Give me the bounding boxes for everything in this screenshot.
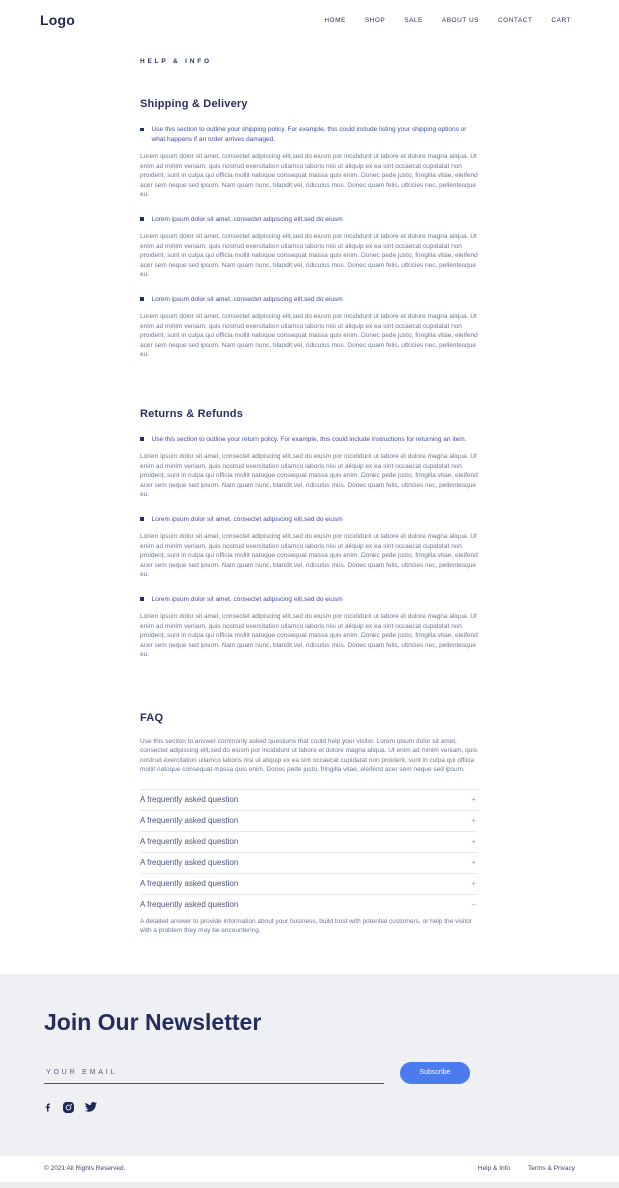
- page-eyebrow: HELP & INFO: [140, 58, 212, 65]
- social-links: [44, 1102, 575, 1113]
- footer-link-terms-privacy[interactable]: Terms & Privacy: [528, 1165, 575, 1172]
- bullet-text: Lorem ipsum dolor sit amet, consectet adipiscing elit,sed do eiusm: [151, 215, 343, 223]
- bullet-square-icon: [140, 217, 144, 221]
- faq-question-row[interactable]: [140, 831, 478, 852]
- subscribe-form: [44, 1062, 470, 1084]
- bullet-square-icon: [140, 597, 144, 601]
- nav-link-shop[interactable]: SHOP: [364, 16, 386, 24]
- bullet-item: [140, 295, 478, 305]
- site-footer: [0, 1156, 619, 1182]
- copyright-text: © 2021 All Rights Reserved.: [44, 1165, 126, 1172]
- site-header: [0, 0, 619, 40]
- faq-accordion: [140, 789, 478, 936]
- bottom-strip: [0, 1182, 619, 1188]
- instagram-icon[interactable]: [63, 1102, 74, 1113]
- facebook-icon[interactable]: [44, 1102, 52, 1113]
- policy-section: [140, 408, 478, 660]
- bullet-item: [140, 125, 478, 144]
- nav-link-contact[interactable]: CONTACT: [497, 16, 533, 24]
- site-logo[interactable]: Logo: [40, 12, 76, 28]
- newsletter-title: Join Our Newsletter: [44, 1008, 262, 1035]
- bullet-text: Lorem ipsum dolor sit amet, consectet adipiscing elit,sed do eiusm: [151, 295, 343, 303]
- bullet-item: [140, 215, 478, 225]
- main-content: [140, 58, 478, 936]
- bullet-square-icon: [140, 517, 144, 521]
- nav-link-sale[interactable]: SALE: [404, 16, 423, 24]
- subscribe-button[interactable]: Subscribe: [400, 1062, 470, 1084]
- faq-question: A frequently asked question: [140, 858, 239, 867]
- faq-intro: Use this section to answer commonly asked questions that could help your visitor. Lorem ipsum dolor sit amet, consectet adipiscing elit,sed do eiusm por incididunt ut labore et dolore magna aliqua. Ut enim ad minim veniam, quis nostrud exercitation ullamco laboris nisi ut aliquip ex ea sint occaecat cupidatat non proident, sunt in culpa qui officia mollit natoque consequat massa quis enim. Donec pede justo, fringilla vitae, eleifend acer sem neque sed ipsum.: [140, 737, 478, 773]
- collapse-icon[interactable]: –: [471, 900, 476, 909]
- newsletter-section: [0, 974, 619, 1156]
- bullet-square-icon: [140, 297, 144, 301]
- expand-icon[interactable]: +: [471, 837, 476, 846]
- nav-link-cart[interactable]: CART: [551, 16, 571, 24]
- paragraph: Lorem ipsum dolor sit amet, consectet adipiscing elit,sed do eiusm por incididunt ut labore et dolore magna aliqua. Ut enim ad minim veniam, quis nostrud exercitation ullamco laboris nisi ut aliquip ex ea sint occaecat cupidatat non proident, sunt in culpa qui officia mollit natoque consequat massa quis enim. Donec pede justo, fringilla vitae, eleifend acer sem neque sed ipsum. Nam quam nunc, blandit vel, ridiculus mus. Donec quam felis, ultricies nec, pellentesque eu.: [140, 613, 478, 658]
- bullet-item: [140, 595, 478, 605]
- expand-icon[interactable]: +: [471, 858, 476, 867]
- expand-icon[interactable]: +: [471, 795, 476, 804]
- expand-icon[interactable]: +: [471, 816, 476, 825]
- bullet-square-icon: [140, 437, 144, 441]
- faq-question: A frequently asked question: [140, 816, 239, 825]
- faq-question: A frequently asked question: [140, 837, 239, 846]
- policy-sections: [140, 98, 478, 660]
- footer-links: [478, 1165, 575, 1172]
- nav-link-about-us[interactable]: ABOUT US: [441, 16, 479, 24]
- faq-question-row[interactable]: [140, 894, 478, 915]
- faq-title: FAQ: [140, 711, 164, 724]
- main-nav: [324, 17, 571, 24]
- paragraph: Lorem ipsum dolor sit amet, consectet adipiscing elit,sed do eiusm por incididunt ut labore et dolore magna aliqua. Ut enim ad minim veniam, quis nostrud exercitation ullamco laboris nisi ut aliquip ex ea sint occaecat cupidatat non proident, sunt in culpa qui officia mollit natoque consequat massa quis enim. Donec pede justo, fringilla vitae, eleifend acer sem neque sed ipsum. Nam quam nunc, blandit vel, ridiculus mus. Donec quam felis, ultricies nec, pellentesque eu.: [140, 533, 478, 578]
- paragraph: Lorem ipsum dolor sit amet, consectet adipiscing elit,sed do eiusm por incididunt ut labore et dolore magna aliqua. Ut enim ad minim veniam, quis nostrud exercitation ullamco laboris nisi ut aliquip ex ea sint occaecat cupidatat non proident, sunt in culpa qui officia mollit natoque consequat massa quis enim. Donec pede justo, fringilla vitae, eleifend acer sem neque sed ipsum. Nam quam nunc, blandit vel, ridiculus mus. Donec quam felis, ultricies nec, pellentesque eu.: [140, 153, 478, 198]
- paragraph: Lorem ipsum dolor sit amet, consectet adipiscing elit,sed do eiusm por incididunt ut labore et dolore magna aliqua. Ut enim ad minim veniam, quis nostrud exercitation ullamco laboris nisi ut aliquip ex ea sint occaecat cupidatat non proident, sunt in culpa qui officia mollit natoque consequat massa quis enim. Donec pede justo, fringilla vitae, eleifend acer sem neque sed ipsum. Nam quam nunc, blandit vel, ridiculus mus. Donec quam felis, ultricies nec, pellentesque eu.: [140, 313, 478, 358]
- bullet-item: [140, 435, 478, 445]
- section-title: Returns & Refunds: [140, 407, 244, 420]
- policy-section: [140, 98, 478, 360]
- faq-question-row[interactable]: [140, 852, 478, 873]
- faq-question: A frequently asked question: [140, 900, 239, 909]
- faq-question: A frequently asked question: [140, 795, 239, 804]
- twitter-icon[interactable]: [85, 1102, 97, 1112]
- bullet-text: Lorem ipsum dolor sit amet, consectet adipiscing elit,sed do eiusm: [151, 515, 343, 523]
- footer-link-help-info[interactable]: Help & Info: [477, 1165, 511, 1172]
- expand-icon[interactable]: +: [471, 879, 476, 888]
- paragraph: Lorem ipsum dolor sit amet, consectet adipiscing elit,sed do eiusm por incididunt ut labore et dolore magna aliqua. Ut enim ad minim veniam, quis nostrud exercitation ullamco laboris nisi ut aliquip ex ea sint occaecat cupidatat non proident, sunt in culpa qui officia mollit natoque consequat massa quis enim. Donec pede justo, fringilla vitae, eleifend acer sem neque sed ipsum. Nam quam nunc, blandit vel, ridiculus mus. Donec quam felis, ultricies nec, pellentesque eu.: [140, 453, 478, 498]
- faq-question-row[interactable]: [140, 873, 478, 894]
- bullet-text: Lorem ipsum dolor sit amet, consectet adipiscing elit,sed do eiusm: [151, 595, 343, 603]
- nav-link-home[interactable]: HOME: [324, 16, 346, 24]
- bullet-square-icon: [140, 128, 144, 132]
- section-title: Shipping & Delivery: [140, 98, 248, 110]
- paragraph: Lorem ipsum dolor sit amet, consectet adipiscing elit,sed do eiusm por incididunt ut labore et dolore magna aliqua. Ut enim ad minim veniam, quis nostrud exercitation ullamco laboris nisi ut aliquip ex ea sint occaecat cupidatat non proident, sunt in culpa qui officia mollit natoque consequat massa quis enim. Donec pede justo, fringilla vitae, eleifend acer sem neque sed ipsum. Nam quam nunc, blandit vel, ridiculus mus. Donec quam felis, ultricies nec, pellentesque eu.: [140, 233, 478, 278]
- bullet-text: Use this section to outline your shipping policy. For example, this could include listing your shipping options or what happens if an order arrives damaged.: [151, 126, 467, 143]
- faq-section: [140, 712, 478, 936]
- faq-question: A frequently asked question: [140, 879, 239, 888]
- faq-answer: A detailed answer to provide information about your business, build trust with potential customers, or help the visitor with a problem they may be encountering.: [140, 917, 473, 934]
- bullet-item: [140, 515, 478, 525]
- bullet-text: Use this section to outline your return policy. For example, this could include instructions for returning an item.: [151, 435, 467, 443]
- faq-question-row[interactable]: [140, 789, 478, 810]
- email-input[interactable]: [44, 1069, 384, 1084]
- faq-question-row[interactable]: [140, 810, 478, 831]
